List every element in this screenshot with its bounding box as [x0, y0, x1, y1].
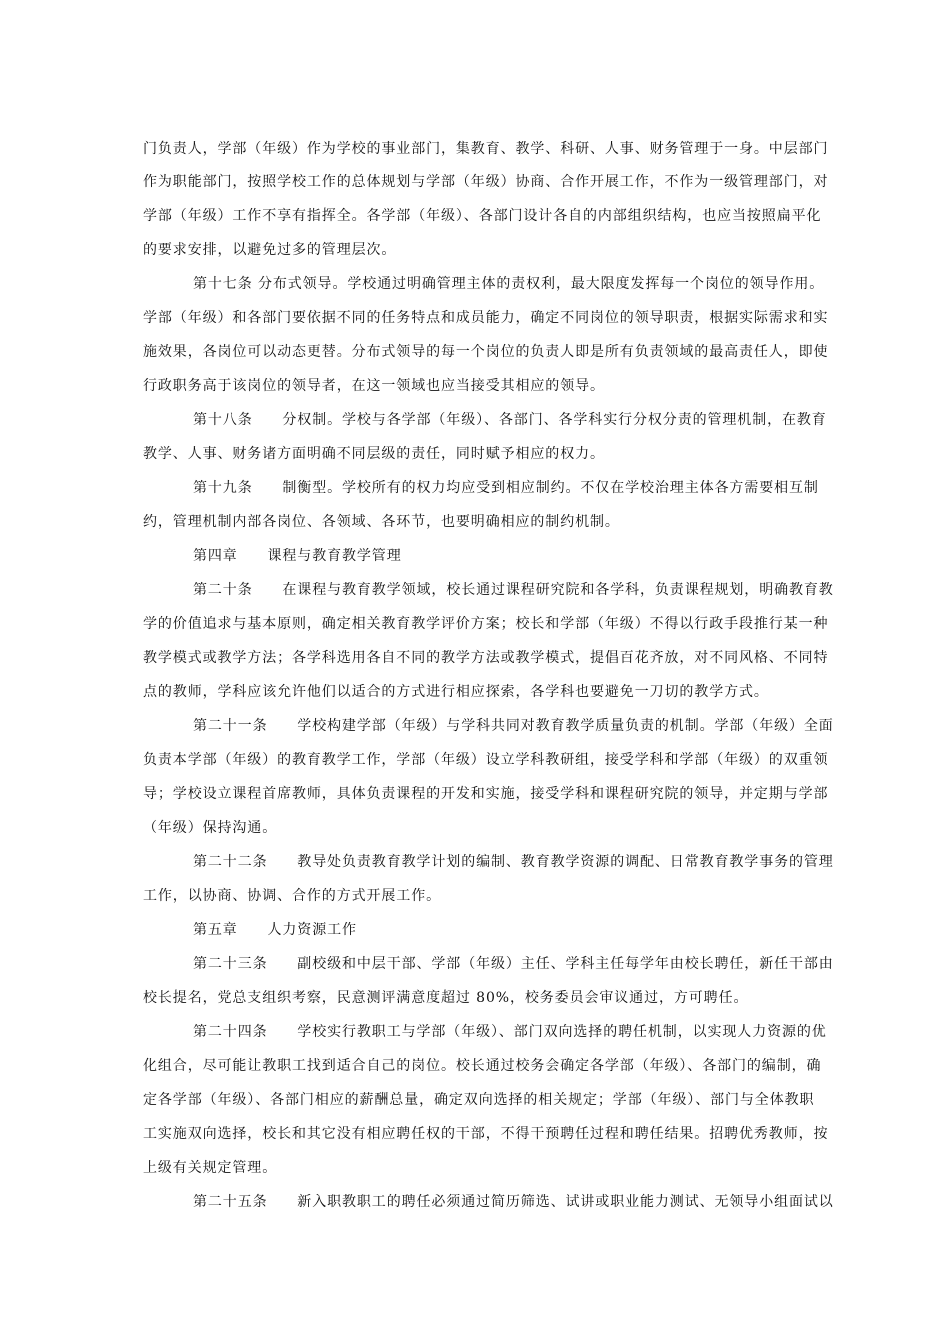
chapter-4-heading: 第四章 课程与教育教学管理 [193, 548, 402, 564]
article-21-heading-line: 第二十一条 学校构建学部（年级）与学科共同对教育教学质量负责的机制。学部（年级）全面 [193, 718, 834, 734]
text-line: （年级）保持沟通。 [143, 820, 278, 836]
article-25-heading-line: 第二十五条 新入职教职工的聘任必须通过简历筛选、试讲或职业能力测试、无领导小组面试以 [193, 1194, 834, 1210]
article-22-heading-line: 第二十二条 教导处负责教育教学计划的编制、教育教学资源的调配、日常教育教学事务的管理 [193, 854, 834, 870]
text-line: 学部（年级）和各部门要依据不同的任务特点和成员能力，确定不同岗位的领导职责，根据实际需求和实 [143, 310, 829, 326]
text-line: 学的价值追求与基本原则，确定相关教育教学评价方案；校长和学部（年级）不得以行政手段推行某一种 [143, 616, 829, 632]
article-18-heading-line: 第十八条 分权制。学校与各学部（年级）、各部门、各学科实行分权分责的管理机制，在教育 [193, 412, 827, 428]
article-19-heading-line: 第十九条 制衡型。学校所有的权力均应受到相应制约。不仅在学校治理主体各方需要相互制 [193, 480, 819, 496]
text-line: 工作，以协商、协调、合作的方式开展工作。 [143, 888, 441, 904]
text-line: 学部（年级）工作不享有指挥全。各学部（年级）、各部门设计各自的内部组织结构，也应当按照扁平化 [143, 208, 822, 224]
article-17-heading-line: 第十七条 分布式领导。学校通过明确管理主体的责权利，最大限度发挥每一个岗位的领导作用。 [193, 276, 825, 292]
text-line: 定各学部（年级）、各部门相应的薪酬总量，确定双向选择的相关规定；学部（年级）、部门与全体教职 [143, 1092, 815, 1108]
text-line: 导；学校设立课程首席教师，具体负责课程的开发和实施，接受学科和课程研究院的领导，并定期与学部 [143, 786, 829, 802]
text-line: 教学、人事、财务诸方面明确不同层级的责任，同时赋予相应的权力。 [143, 446, 605, 462]
text-line: 门负责人，学部（年级）作为学校的事业部门，集教育、教学、科研、人事、财务管理于一身。中层部门 [143, 141, 829, 157]
text-line: 约，管理机制内部各岗位、各领域、各环节，也要明确相应的制约机制。 [143, 514, 620, 530]
text-line: 教学模式或教学方法；各学科选用各自不同的教学方法或教学模式，提倡百花齐放，对不同风格、不同特 [143, 650, 829, 666]
text-line: 上级有关规定管理。 [143, 1160, 278, 1176]
article-23-heading-line: 第二十三条 副校级和中层干部、学部（年级）主任、学科主任每学年由校长聘任，新任干部由 [193, 956, 834, 972]
article-24-heading-line: 第二十四条 学校实行教职工与学部（年级）、部门双向选择的聘任机制，以实现人力资源的优 [193, 1024, 827, 1040]
text-line: 校长提名，党总支组织考察，民意测评满意度超过 80%，校务委员会审议通过，方可聘任。 [143, 990, 749, 1006]
text-line: 工实施双向选择，校长和其它没有相应聘任权的干部，不得干预聘任过程和聘任结果。招聘优秀教师，按 [143, 1126, 829, 1142]
text-line: 施效果，各岗位可以动态更替。分布式领导的每一个岗位的负责人即是所有负责领域的最高责任人，即使 [143, 344, 829, 360]
chapter-5-heading: 第五章 人力资源工作 [193, 922, 357, 938]
text-line: 作为职能部门，按照学校工作的总体规划与学部（年级）协商、合作开展工作，不作为一级管理部门，对 [143, 174, 829, 190]
text-line: 化组合，尽可能让教职工找到适合自己的岗位。校长通过校务会确定各学部（年级）、各部门的编制，确 [143, 1058, 822, 1074]
text-line: 行政职务高于该岗位的领导者，在这一领域也应当接受其相应的领导。 [143, 378, 605, 394]
text-line: 的要求安排，以避免过多的管理层次。 [143, 242, 397, 258]
text-line: 负责本学部（年级）的教育教学工作，学部（年级）设立学科教研组，接受学科和学部（年级）的双重领 [143, 752, 829, 768]
text-line: 点的教师，学科应该允许他们以适合的方式进行相应探索，各学科也要避免一刀切的教学方式。 [143, 684, 769, 700]
article-20-heading-line: 第二十条 在课程与教育教学领域，校长通过课程研究院和各学科，负责课程规划，明确教育教 [193, 582, 834, 598]
